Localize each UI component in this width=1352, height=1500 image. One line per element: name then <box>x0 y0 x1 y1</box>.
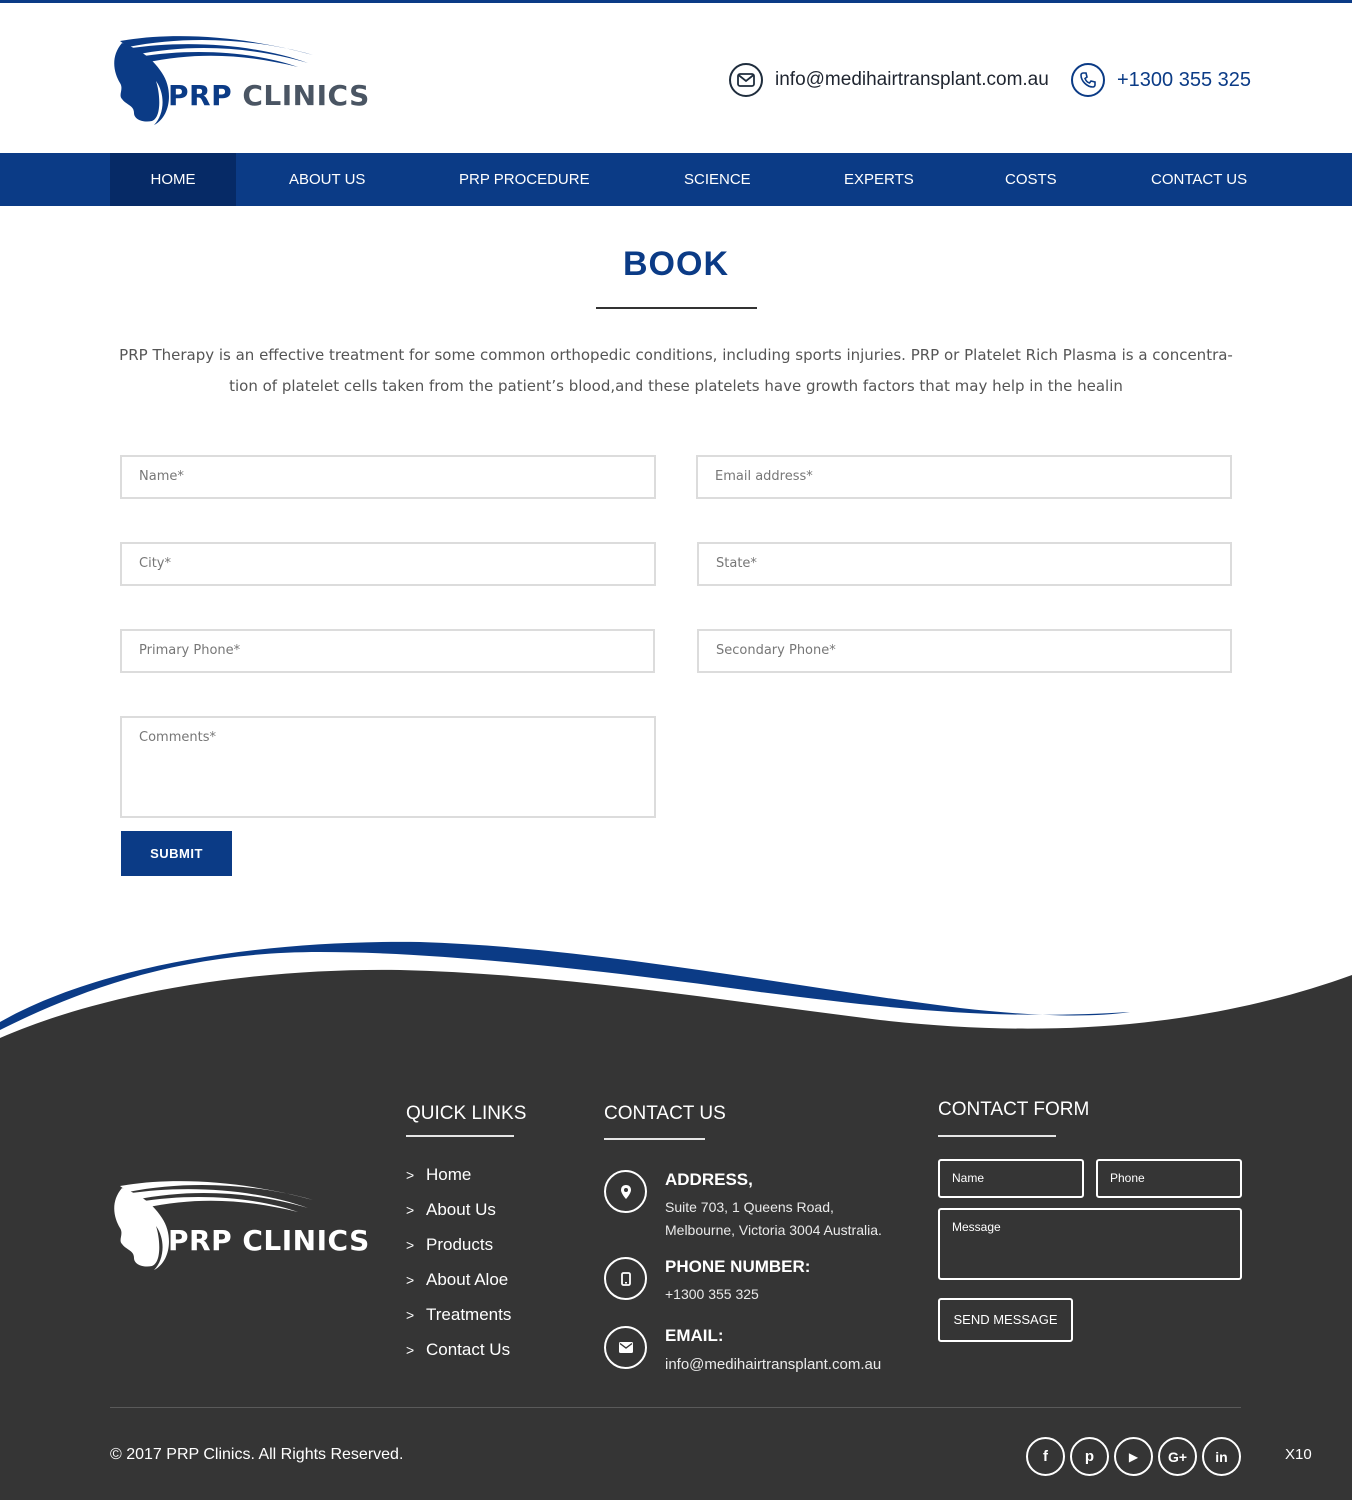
footer-divider <box>110 1407 1241 1408</box>
phone-number-value[interactable]: +1300 355 325 <box>665 1286 759 1302</box>
logo-wordmark <box>168 79 370 112</box>
copyright-text: © 2017 PRP Clinics. All Rights Reserved. <box>110 1446 404 1463</box>
quick-link-home[interactable]: > Home <box>406 1165 472 1184</box>
footer-name-input[interactable]: Name <box>938 1159 1084 1198</box>
quick-links-heading: QUICK LINKS <box>406 1103 527 1124</box>
logo-prp: PRP <box>168 79 233 112</box>
footer-logo-wordmark <box>168 1224 370 1257</box>
quick-links-underline <box>406 1135 514 1137</box>
state-input[interactable]: State* <box>697 542 1232 586</box>
nav-about-us[interactable]: ABOUT US <box>289 171 366 188</box>
address-line-2: Melbourne, Victoria 3004 Australia. <box>665 1222 882 1238</box>
nav-prp-procedure[interactable]: PRP PROCEDURE <box>459 171 590 188</box>
chevron-right-icon: > <box>406 1272 415 1288</box>
nav-experts[interactable]: EXPERTS <box>844 171 914 188</box>
map-pin-icon <box>604 1170 647 1213</box>
email-value[interactable]: info@medihairtransplant.com.au <box>665 1356 882 1373</box>
logo-clinics: CLINICS <box>242 79 370 112</box>
google-plus-icon[interactable]: G+ <box>1158 1437 1197 1476</box>
linkedin-icon[interactable]: in <box>1202 1437 1241 1476</box>
quick-link-treatments[interactable]: > Treatments <box>406 1305 512 1324</box>
header-logo[interactable] <box>108 33 383 128</box>
main-navigation <box>0 153 1352 206</box>
phone-number-label: PHONE NUMBER: <box>665 1257 811 1276</box>
address-line-1: Suite 703, 1 Queens Road, <box>665 1199 834 1215</box>
comments-textarea[interactable]: Comments* <box>120 716 656 818</box>
envelope-icon <box>729 63 763 97</box>
primary-phone-input[interactable]: Primary Phone* <box>120 629 655 673</box>
contact-us-underline <box>604 1138 705 1140</box>
header-phone-text[interactable]: +1300 355 325 <box>1117 68 1252 91</box>
nav-science[interactable]: SCIENCE <box>684 171 751 188</box>
nav-costs[interactable]: COSTS <box>1005 171 1057 188</box>
page-title: BOOK <box>623 245 729 283</box>
name-input[interactable]: Name* <box>120 455 656 499</box>
footer-logo[interactable] <box>108 1178 383 1273</box>
footer-logo-clinics: CLINICS <box>242 1224 370 1257</box>
contact-us-heading: CONTACT US <box>604 1103 726 1124</box>
quick-link-contact-us[interactable]: > Contact Us <box>406 1340 511 1359</box>
nav-home[interactable]: HOME <box>110 153 236 206</box>
footer-message-textarea[interactable]: Message <box>938 1208 1242 1280</box>
chevron-right-icon: > <box>406 1202 415 1218</box>
send-message-button[interactable]: SEND MESSAGE <box>938 1298 1073 1342</box>
quick-link-about-aloe[interactable]: > About Aloe <box>406 1270 509 1289</box>
mobile-phone-icon <box>604 1257 647 1300</box>
contact-form-heading: CONTACT FORM <box>938 1099 1090 1120</box>
envelope-icon <box>604 1326 647 1369</box>
secondary-phone-input[interactable]: Secondary Phone* <box>697 629 1232 673</box>
contact-form-underline <box>938 1135 1056 1137</box>
footer-wave-decoration <box>0 930 1352 1050</box>
nav-contact-us[interactable]: CONTACT US <box>1151 171 1248 188</box>
chevron-right-icon: > <box>406 1307 415 1323</box>
address-label: ADDRESS, <box>665 1170 753 1189</box>
footer-phone-input[interactable]: Phone <box>1096 1159 1242 1198</box>
header-email-text[interactable]: info@medihairtransplant.com.au <box>775 69 1049 90</box>
header-phone[interactable] <box>1071 61 1251 99</box>
quick-link-about-us[interactable]: > About Us <box>406 1200 496 1219</box>
submit-button[interactable]: SUBMIT <box>121 831 232 876</box>
intro-paragraph: PRP Therapy is an effective treatment for some common orthopedic conditions, including sports injuries. PRP or Platelet Rich Plasma is a concentra- tion of platelet cells taken from the patient’s blood,and these platelets have growth factors that may help in the healin <box>119 346 1233 395</box>
city-input[interactable]: City* <box>120 542 656 586</box>
chevron-right-icon: > <box>406 1237 415 1253</box>
email-input[interactable]: Email address* <box>696 455 1232 499</box>
header-email[interactable] <box>729 61 1049 99</box>
email-label: EMAIL: <box>665 1326 724 1345</box>
quick-link-products[interactable]: > Products <box>406 1235 494 1254</box>
x10-badge: X10 <box>1285 1446 1312 1463</box>
facebook-icon[interactable]: f <box>1026 1437 1065 1476</box>
chevron-right-icon: > <box>406 1167 415 1183</box>
youtube-icon[interactable]: ▶ <box>1114 1437 1153 1476</box>
title-underline <box>596 307 757 309</box>
phone-icon <box>1071 63 1105 97</box>
footer-logo-prp: PRP <box>168 1224 233 1257</box>
chevron-right-icon: > <box>406 1342 415 1358</box>
pinterest-icon[interactable]: p <box>1070 1437 1109 1476</box>
site-header <box>0 3 1352 153</box>
